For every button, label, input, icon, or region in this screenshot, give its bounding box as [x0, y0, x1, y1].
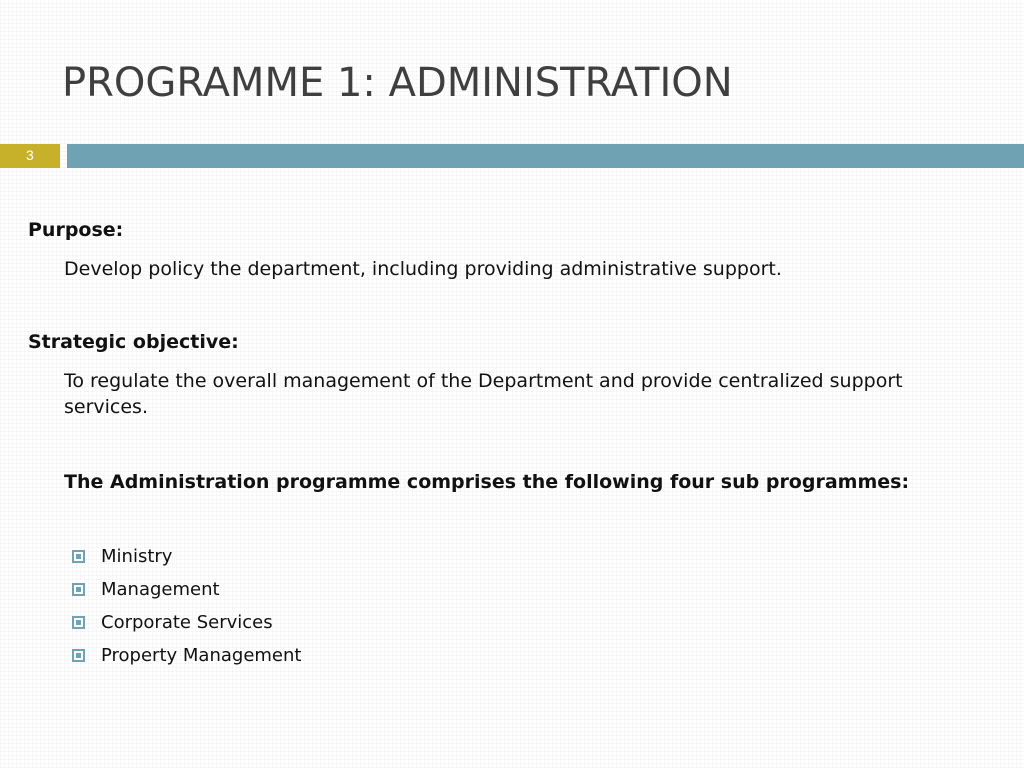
list-item-label: Management [101, 579, 220, 600]
square-bullet-icon [72, 649, 85, 662]
slide-number: 3 [0, 144, 60, 168]
objective-text: To regulate the overall management of the Department and provide centralized support services. [64, 370, 903, 418]
square-bullet-icon [72, 550, 85, 563]
list-item-label: Corporate Services [101, 612, 273, 633]
purpose-heading: Purpose: [28, 219, 124, 241]
purpose-text: Develop policy the department, including providing administrative support. [64, 258, 782, 280]
list-item-label: Property Management [101, 645, 302, 666]
list-item [72, 573, 301, 606]
objective-heading: Strategic objective: [28, 331, 239, 353]
list-item-label: Ministry [101, 546, 173, 567]
square-bullet-icon [72, 583, 85, 596]
title-divider-bar [67, 144, 1024, 168]
slide-title: PROGRAMME 1: ADMINISTRATION [62, 60, 733, 106]
list-item [72, 639, 301, 672]
list-item [72, 606, 301, 639]
subprogramme-list [72, 540, 301, 672]
subprogrammes-intro: The Administration programme comprises the following four sub programmes: [64, 471, 910, 493]
square-bullet-icon [72, 616, 85, 629]
list-item [72, 540, 301, 573]
